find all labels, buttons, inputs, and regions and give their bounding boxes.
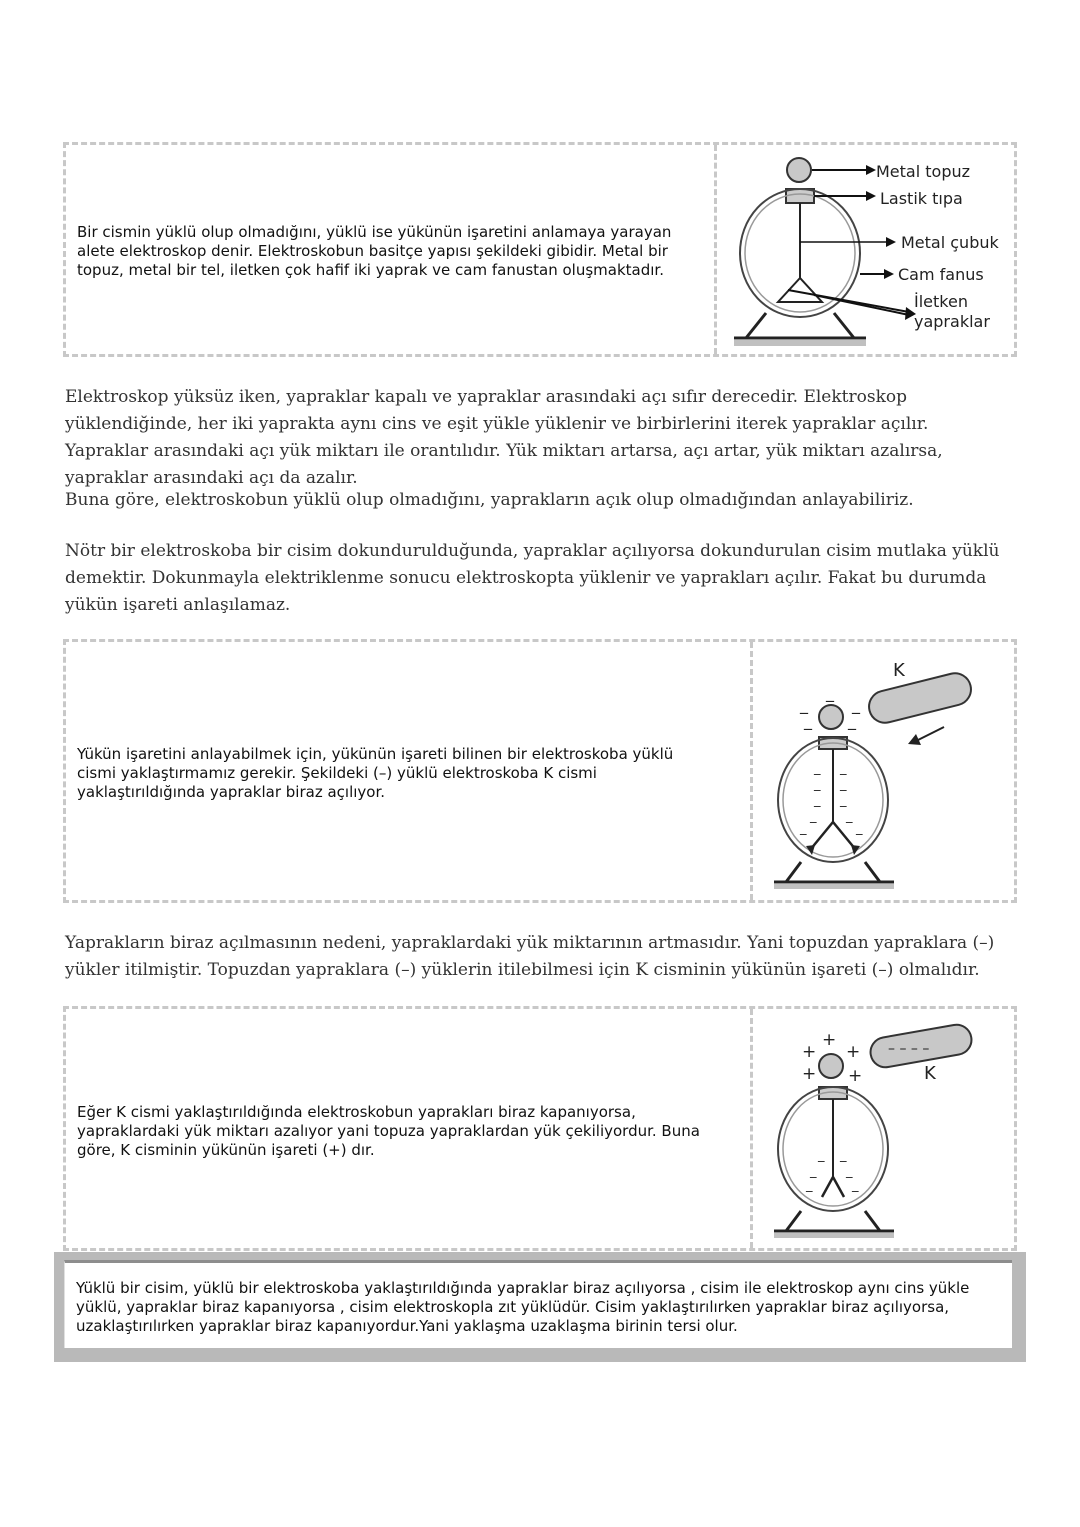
positive-k-divider	[750, 1009, 753, 1248]
label-metal-cubuk: Metal çubuk	[901, 233, 999, 252]
svg-text:_: _	[800, 695, 808, 714]
svg-text:_: _	[840, 761, 847, 776]
label-metal-topuz: Metal topuz	[876, 162, 971, 181]
intro-text: Bir cismin yüklü olup olmadığını, yüklü ise yükünün işaretini anlamaya yarayan alete elektroskop denir. Elektroskobun basitçe yapısı şekildeki gibidir. Metal bir topuz, metal bir tel, iletken çok hafif iki yaprak ve cam fanustan oluşmaktadır.	[77, 223, 672, 279]
svg-text:_: _	[826, 683, 834, 702]
metal-knob	[787, 158, 811, 182]
positive-k-box	[63, 1006, 1017, 1251]
svg-text:_: _	[800, 821, 807, 836]
k-object	[866, 670, 975, 726]
negative-electroscope-text: Yükün işaretini anlayabilmek için, yükünün işareti bilinen bir elektroskoba yüklü cismi yaklaştırmamız gerekir. Şekildeki (–) yüklü elektroskoba K cismi yaklaştırıldığında yapraklar biraz açılıyor.	[77, 745, 674, 801]
positive-k-diagram	[766, 1019, 996, 1244]
svg-text:_: _	[804, 711, 812, 730]
svg-text:– – – –: – – – –	[888, 1041, 930, 1057]
svg-text:_: _	[856, 821, 863, 836]
svg-text:_: _	[846, 1164, 853, 1179]
label-iletken: İletken	[914, 292, 968, 311]
intro-box	[63, 142, 1017, 357]
rubber-stopper	[786, 189, 814, 203]
negative-electroscope-box	[63, 639, 1017, 903]
paragraph-1: Elektroskop yüksüz iken, yapraklar kapalı ve yapraklar arasındaki açı sıfır derecedir. Elektroskop yüklendiğinde, her iki yaprakta aynı cins ve eşit yükle yüklenir ve birbirlerini iterek yapraklar açılır. Yapraklar arasındaki açı yük miktarı ile orantılıdır. Yük miktarı artarsa, açı artar, yük miktarı azalırsa, yapraklar arasındaki açı da azalır.	[65, 387, 943, 488]
summary-note-text: Yüklü bir cisim, yüklü bir elektroskoba yaklaştırıldığında yapraklar biraz açılıyorsa , cisim ile elektroskop aynı cins yükle yüklü, yapraklar biraz kapanıyorsa , cisim elektroskopla zıt yüklüdür. Cisim yaklaştırılırken yapraklar biraz açılıyorsa, uzaklaştırılırken yapraklar biraz kapanıyordur.Yani yaklaşma uzaklaşma birinin tersi olur.	[76, 1279, 970, 1335]
svg-text:_: _	[810, 1164, 817, 1179]
electroscope-diagram	[726, 150, 1016, 350]
knob-3	[819, 1054, 843, 1078]
leaves	[778, 278, 822, 302]
svg-text:_: _	[818, 1148, 825, 1163]
svg-text:_: _	[846, 809, 853, 824]
k-label-2: K	[893, 660, 905, 681]
svg-text:_: _	[840, 777, 847, 792]
svg-text:_: _	[852, 1178, 859, 1193]
svg-text:_: _	[806, 1178, 813, 1193]
svg-text:_: _	[814, 761, 821, 776]
svg-text:_: _	[852, 695, 860, 714]
svg-text:+: +	[822, 1030, 837, 1050]
svg-text:_: _	[840, 1148, 847, 1163]
svg-text:_: _	[810, 809, 817, 824]
paragraph-4: Yaprakların biraz açılmasının nedeni, yapraklardaki yük miktarının artmasıdır. Yani topuzdan yapraklara (–) yükler itilmiştir. Topuzdan yapraklara (–) yüklerin itilebilmesi için K cisminin yükünün işareti (–) olmalıdır.	[65, 933, 995, 980]
negative-electroscope-diagram	[766, 652, 996, 897]
intro-divider	[714, 145, 717, 354]
k-label-3: K	[924, 1063, 936, 1084]
knob-2	[819, 705, 843, 729]
positive-k-text: Eğer K cismi yaklaştırıldığında elektroskobun yaprakları biraz kapanıyorsa, yapraklardaki yük miktarı azalıyor yani topuza yapraklardan yük çekiliyordur. Buna göre, K cisminin yükünün işareti (+) dır.	[77, 1103, 700, 1159]
label-cam-fanus: Cam fanus	[898, 265, 984, 284]
svg-text:_: _	[814, 793, 821, 808]
negative-electroscope-divider	[750, 642, 753, 900]
svg-text:_: _	[840, 793, 847, 808]
svg-text:_: _	[814, 777, 821, 792]
svg-text:+: +	[846, 1042, 861, 1062]
svg-text:+: +	[802, 1042, 817, 1062]
paragraph-3: Nötr bir elektroskoba bir cisim dokundurulduğunda, yapraklar açılıyorsa dokundurulan cisim mutlaka yüklü demektir. Dokunmayla elektriklenme sonucu elektroskopta yüklenir ve yaprakları açılır. Fakat bu durumda yükün işareti anlaşılamaz.	[65, 541, 1000, 615]
svg-text:+: +	[802, 1064, 817, 1084]
summary-note	[54, 1252, 1026, 1362]
label-yapraklar: yapraklar	[914, 312, 990, 331]
paragraph-2: Buna göre, elektroskobun yüklü olup olmadığını, yaprakların açık olup olmadığından anlayabiliriz.	[65, 490, 914, 510]
svg-text:_: _	[848, 711, 856, 730]
summary-note-inner	[64, 1260, 1012, 1348]
svg-text:+: +	[848, 1066, 863, 1086]
label-lastik-tipa: Lastik tıpa	[880, 189, 963, 208]
